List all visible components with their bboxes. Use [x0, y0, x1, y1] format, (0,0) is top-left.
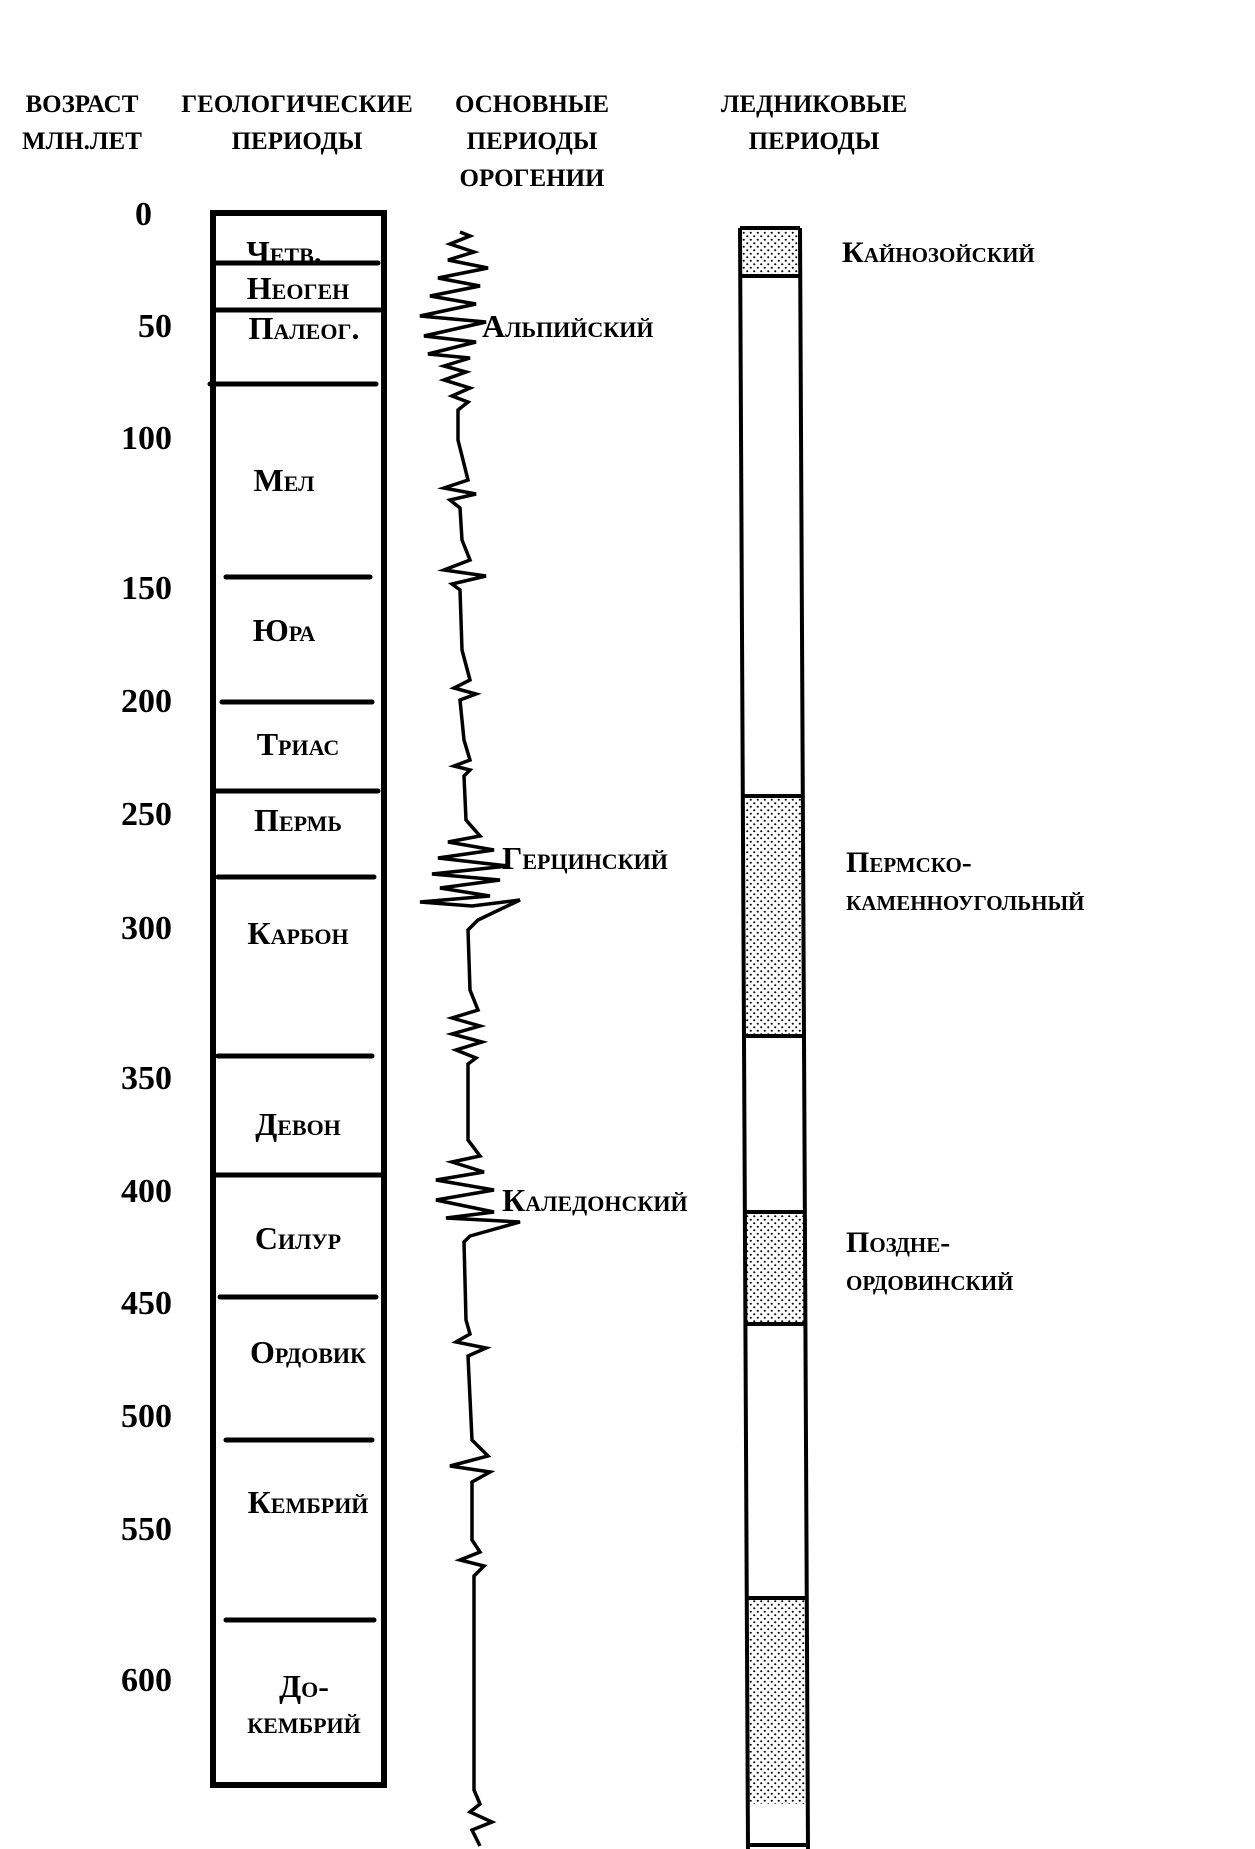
- glacial-label-cenozoic: Кайнозойский: [842, 236, 1035, 269]
- age-label: 200: [121, 683, 172, 720]
- header-geologic-line1: ГЕОЛОГИЧЕСКИЕ: [181, 91, 413, 118]
- header-age-line2: МЛН.ЛЕТ: [22, 128, 142, 155]
- periods-column: [213, 213, 384, 1785]
- glacial-band-cenozoic: [740, 228, 800, 276]
- age-label: 450: [121, 1285, 172, 1322]
- orogeny-label-hercynian: Герцинский: [502, 840, 668, 876]
- period-label-ordovician: Ордовик: [250, 1334, 366, 1370]
- glacial-label-late-ordovician-line2: ордовинский: [846, 1264, 1014, 1297]
- period-label-cambrian: Кембрий: [247, 1484, 369, 1520]
- age-label: 100: [121, 420, 172, 457]
- glacial-column-left-edge: [740, 228, 748, 1849]
- glacial-label-late-ordovician: [846, 1224, 1013, 1300]
- age-label: 600: [121, 1662, 172, 1699]
- orogeny-label-alpine: Альпийский: [482, 308, 654, 344]
- glacial-band-late-ordovician: [746, 1212, 806, 1324]
- age-label: 150: [121, 570, 172, 607]
- period-label-precambrian-line2: кембрий: [247, 1704, 361, 1740]
- header-orogeny-line3: ОРОГЕНИИ: [459, 165, 605, 192]
- age-label: 250: [121, 796, 172, 833]
- period-label-paleogene: Палеог.: [248, 310, 360, 346]
- glacial-band-permo-carboniferous: [743, 796, 803, 1036]
- period-label-triassic: Триас: [256, 726, 340, 762]
- header-glacial-line2: ПЕРИОДЫ: [748, 128, 880, 155]
- glacial-label-permo-carboniferous-line1: Пермско-: [846, 846, 972, 879]
- orogeny-zigzag-line: [420, 232, 520, 1846]
- age-label: 50: [138, 308, 172, 345]
- header-orogeny-line1: ОСНОВНЫЕ: [454, 91, 610, 118]
- period-label-quaternary: Четв.: [246, 234, 322, 270]
- glacial-label-permo-carboniferous-line2: каменноугольный: [846, 884, 1085, 917]
- age-label: 0: [135, 196, 152, 233]
- glacial-band-precambrian: [748, 1598, 808, 1804]
- period-label-neogene: Неоген: [246, 270, 350, 306]
- header-age-line1: ВОЗРАСТ: [25, 91, 139, 118]
- glacial-label-permo-carboniferous: [846, 844, 1084, 920]
- period-label-precambrian: [216, 1668, 392, 1740]
- period-label-devonian: Девон: [255, 1106, 341, 1142]
- age-label: 350: [121, 1060, 172, 1097]
- age-label: 400: [121, 1173, 172, 1210]
- period-label-precambrian-line1: До-: [279, 1668, 329, 1704]
- age-label: 550: [121, 1511, 172, 1548]
- period-label-jurassic: Юра: [252, 612, 316, 648]
- header-geologic-line2: ПЕРИОДЫ: [231, 128, 363, 155]
- header-orogeny-line2: ПЕРИОДЫ: [466, 128, 598, 155]
- period-label-cretaceous: Мел: [253, 462, 315, 498]
- glacial-bands: [740, 228, 808, 1804]
- orogeny-label-caledonian: Каледонский: [502, 1182, 688, 1218]
- age-label: 500: [121, 1398, 172, 1435]
- age-label: 300: [121, 910, 172, 947]
- glacial-label-late-ordovician-line1: Поздне-: [846, 1226, 951, 1259]
- period-label-carboniferous: Карбон: [247, 915, 349, 951]
- period-label-silurian: Силур: [254, 1220, 342, 1256]
- period-label-permian: Пермь: [254, 802, 342, 838]
- header-glacial-line1: ЛЕДНИКОВЫЕ: [720, 91, 908, 118]
